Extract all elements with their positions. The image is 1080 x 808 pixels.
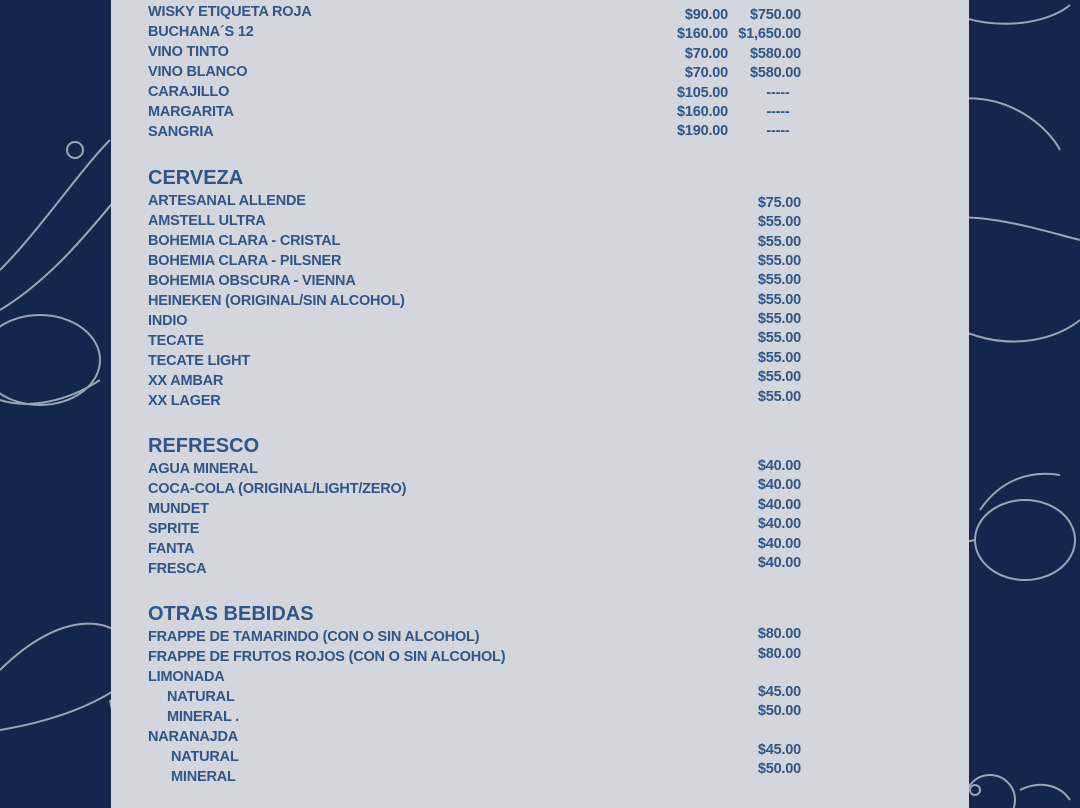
menu-item-name: FRESCA [148, 561, 207, 577]
menu-item-price-glass: $190.00 [676, 123, 728, 140]
menu-item-price-bottle: $55.00 [757, 291, 801, 308]
menu-item-price-bottle: $75.00 [757, 195, 801, 211]
menu-item-name: NATURAL [171, 749, 239, 765]
menu-item-price-glass: $70.00 [684, 45, 728, 62]
menu-item-name: MUNDET [148, 501, 209, 517]
menu-item-price-bottle: $45.00 [757, 684, 801, 700]
menu-item-price-bottle: $40.00 [757, 458, 801, 474]
menu-item-price-bottle: $1,650.00 [738, 26, 801, 43]
menu-item-name: BOHEMIA CLARA - PILSNER [148, 253, 342, 269]
menu-item-name: MINERAL . [167, 709, 240, 725]
menu-item-price-bottle: $55.00 [757, 311, 801, 328]
menu-item-name: LIMONADA [148, 669, 225, 685]
menu-item-name: FRAPPE DE FRUTOS ROJOS (CON O SIN ALCOHOL) [148, 649, 506, 665]
menu-item-price-bottle: $40.00 [757, 477, 801, 494]
section-heading: OTRAS BEBIDAS [148, 603, 314, 625]
menu-item-name: NATURAL [167, 689, 235, 705]
menu-item-price-bottle: $55.00 [757, 369, 801, 386]
menu-item-name: NARANAJDA [148, 729, 239, 745]
menu-item-price-bottle: $80.00 [757, 646, 801, 662]
menu-item-price-bottle: $50.00 [757, 703, 801, 719]
menu-item-price-glass: $90.00 [684, 7, 728, 23]
shrimp-illustration-icon [0, 110, 120, 420]
menu-item-name: SANGRIA [148, 124, 214, 140]
menu-item-name: SPRITE [148, 521, 200, 537]
menu-item-price-bottle: $750.00 [749, 7, 801, 23]
menu-item-name: BOHEMIA CLARA - CRISTAL [148, 233, 341, 249]
menu-item-price-bottle: $50.00 [757, 761, 801, 777]
menu-item-price-bottle: $55.00 [757, 349, 801, 366]
menu-item-name: TECATE LIGHT [148, 353, 251, 369]
section-heading: REFRESCO [148, 435, 260, 457]
menu-item-name: CARAJILLO [148, 84, 230, 100]
menu-item-price-bottle: $55.00 [757, 233, 801, 250]
menu-item-name: FANTA [148, 541, 195, 557]
menu-item-price-glass: $105.00 [676, 84, 728, 101]
menu-item-price-bottle: $55.00 [757, 388, 801, 405]
menu-item-price-bottle: ----- [766, 104, 790, 120]
menu-item-price-bottle: $40.00 [757, 496, 801, 513]
section-heading: CERVEZA [148, 167, 244, 189]
menu-item-price-bottle: $45.00 [757, 742, 801, 758]
menu-item-name: TECATE [148, 333, 204, 349]
menu-item-name: COCA-COLA (ORIGINAL/LIGHT/ZERO) [148, 481, 407, 497]
menu-item-name: MARGARITA [148, 104, 234, 120]
menu-item-name: AMSTELL ULTRA [148, 213, 266, 229]
menu-item-name: XX AMBAR [148, 373, 224, 389]
menu-item-price-bottle: $580.00 [749, 65, 801, 82]
menu-item-price-bottle: $55.00 [757, 272, 801, 289]
menu-item-price-bottle: $55.00 [757, 330, 801, 347]
menu-item-name: MINERAL [171, 769, 236, 785]
menu-item-price-bottle: $580.00 [749, 45, 801, 62]
menu-item-price-glass: $160.00 [676, 104, 728, 120]
menu-item-price-bottle: $40.00 [757, 555, 801, 571]
menu-item-name: HEINEKEN (ORIGINAL/SIN ALCOHOL) [148, 293, 405, 309]
menu-item-name: AGUA MINERAL [148, 461, 258, 477]
menu-panel [111, 0, 969, 808]
menu-item-price-bottle: $80.00 [757, 626, 801, 642]
menu-item-price-bottle: ----- [766, 84, 790, 101]
menu-item-name: VINO BLANCO [148, 64, 248, 80]
menu-item-name: FRAPPE DE TAMARINDO (CON O SIN ALCOHOL) [148, 629, 480, 645]
menu-item-price-glass: $70.00 [684, 65, 728, 82]
menu-item-price-bottle: $55.00 [757, 214, 801, 231]
menu-item-price-bottle: $40.00 [757, 516, 801, 533]
menu-item-price-bottle: $55.00 [757, 253, 801, 270]
menu-item-price-bottle: ----- [766, 123, 790, 140]
menu-item-name: INDIO [148, 313, 188, 329]
menu-item-price-glass: $160.00 [676, 26, 728, 43]
menu-item-price-bottle: $40.00 [757, 535, 801, 552]
menu-item-name: XX LAGER [148, 393, 221, 409]
menu-item-name: WISKY ETIQUETA ROJA [148, 4, 312, 20]
menu-item-name: BOHEMIA OBSCURA - VIENNA [148, 273, 356, 289]
menu-item-name: BUCHANA´S 12 [148, 24, 254, 40]
menu-item-name: VINO TINTO [148, 44, 229, 60]
menu-item-name: ARTESANAL ALLENDE [148, 193, 306, 209]
